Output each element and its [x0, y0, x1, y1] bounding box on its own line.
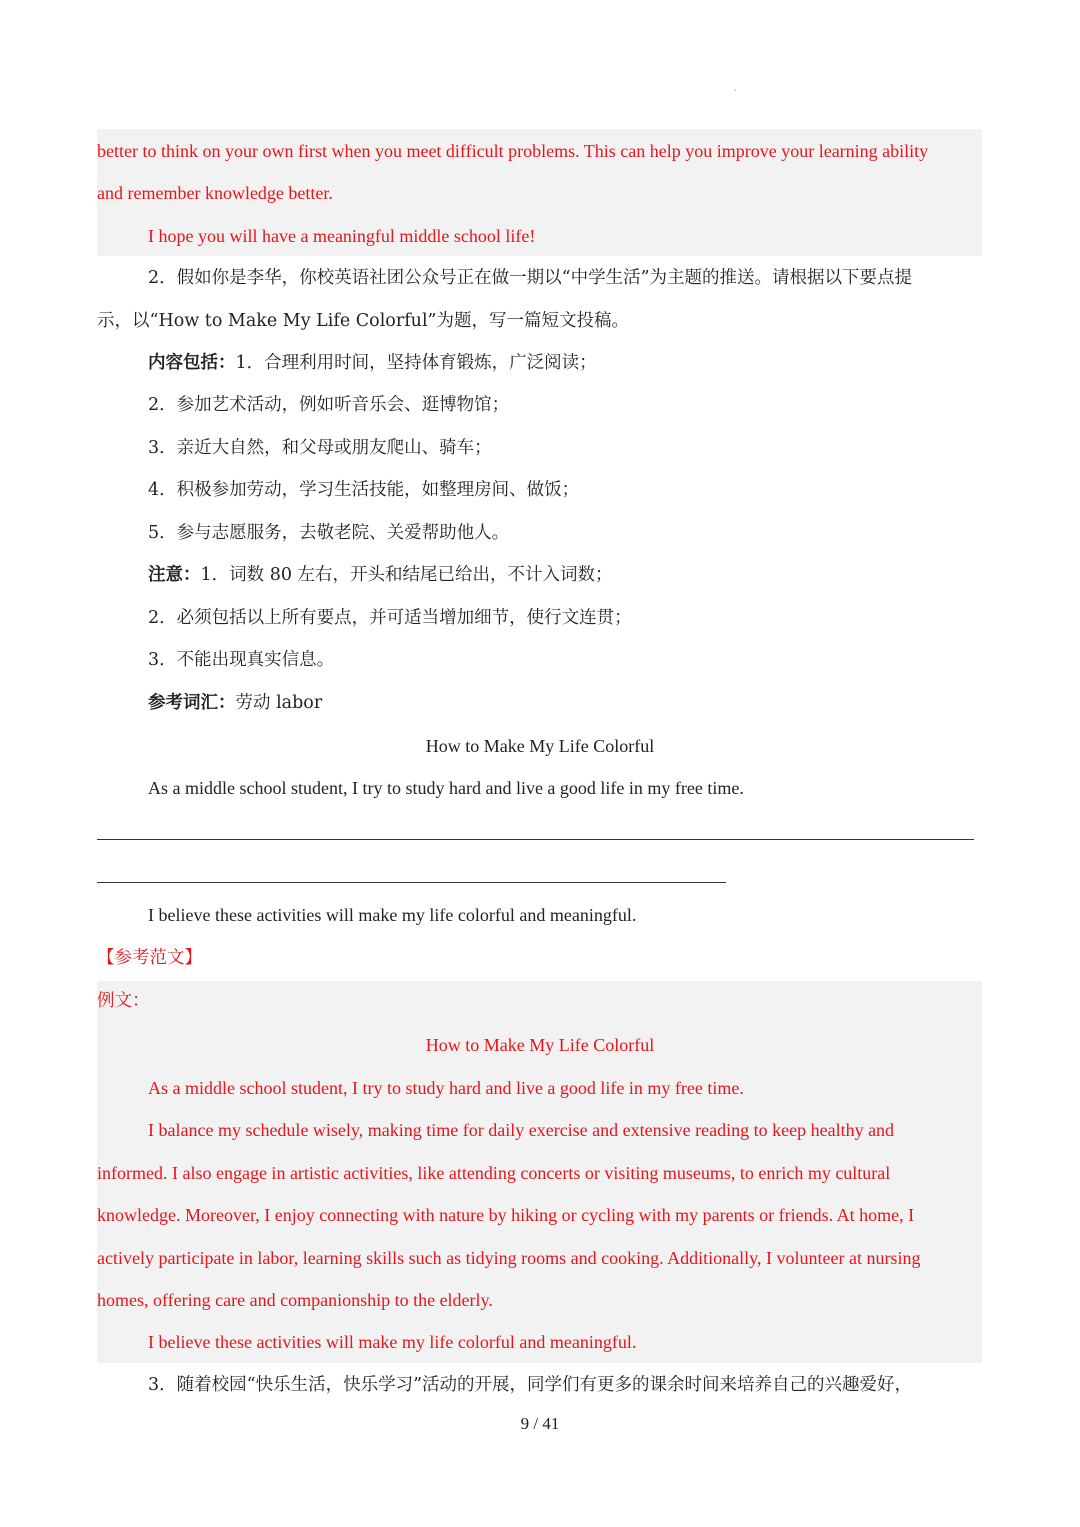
content-points-line-1 [148, 351, 597, 375]
reference-line: I believe these activities will make my life colorful and meaningful. [148, 1332, 637, 1352]
top-answer-line-2: and remember knowledge better. [97, 183, 333, 203]
answer-line-1 [97, 839, 974, 840]
header-mark: ' [734, 88, 737, 97]
content-point: 1．合理利用时间，坚持体育锻炼，广泛阅读； [235, 353, 597, 373]
content-point: 2．参加艺术活动，例如听音乐会、逛博物馆； [148, 395, 510, 415]
question3-prompt-line-1: 3．随着校园“快乐生活，快乐学习”活动的开展，同学们有更多的课余时间来培养自己的兴趣爱好， [148, 1375, 913, 1395]
notes-label: 注意： [148, 565, 201, 585]
reference-line: As a middle school student, I try to study hard and live a good life in my free time. [148, 1078, 744, 1098]
content-point: 5．参与志愿服务，去敬老院、关爱帮助他人。 [148, 523, 510, 543]
reference-heading: 【参考范文】 [97, 948, 202, 968]
essay-opening: As a middle school student, I try to study hard and live a good life in my free time. [148, 778, 744, 798]
vocab-line [148, 691, 322, 715]
note-item: 1．词数 80 左右，开头和结尾已给出，不计入词数； [200, 565, 613, 585]
content-label: 内容包括： [148, 353, 236, 373]
vocab-label: 参考词汇： [148, 693, 236, 713]
question2-prompt-line-2: 示，以“How to Make My Life Colorful”为题，写一篇短文投稿。 [97, 311, 629, 331]
example-label: 例文： [97, 991, 150, 1011]
reference-line: actively participate in labor, learning skills such as tidying rooms and cooking. Additionally, I volunteer at nursing [97, 1248, 921, 1268]
answer-line-2 [97, 882, 726, 883]
reference-line: homes, offering care and companionship to the elderly. [97, 1290, 493, 1310]
reference-line: I balance my schedule wisely, making time for daily exercise and extensive reading to keep healthy and [148, 1120, 895, 1140]
top-answer-line-3: I hope you will have a meaningful middle school life! [148, 226, 536, 246]
essay-closing: I believe these activities will make my life colorful and meaningful. [148, 905, 637, 925]
reference-title: How to Make My Life Colorful [425, 1035, 655, 1055]
note-item: 2．必须包括以上所有要点，并可适当增加细节，使行文连贯； [148, 608, 632, 628]
content-point: 4．积极参加劳动，学习生活技能，如整理房间、做饭； [148, 480, 580, 500]
essay-title: How to Make My Life Colorful [425, 736, 655, 756]
reference-line: knowledge. Moreover, I enjoy connecting with nature by hiking or cycling with my parents or friends. At home, I [97, 1205, 915, 1225]
note-item: 3．不能出现真实信息。 [148, 650, 335, 670]
notes-line-1 [148, 563, 613, 587]
page-number: 9 / 41 [520, 1414, 560, 1433]
content-point: 3．亲近大自然，和父母或朋友爬山、骑车； [148, 438, 492, 458]
question2-prompt-line-1: 2．假如你是李华，你校英语社团公众号正在做一期以“中学生活”为主题的推送。请根据以下要点提 [148, 268, 913, 288]
reference-line: informed. I also engage in artistic activities, like attending concerts or visiting museums, to enrich my cultural [97, 1163, 891, 1183]
vocab-value: 劳动 labor [235, 693, 323, 713]
top-answer-line-1: better to think on your own first when you meet difficult problems. This can help you improve your learning ability [97, 141, 929, 161]
